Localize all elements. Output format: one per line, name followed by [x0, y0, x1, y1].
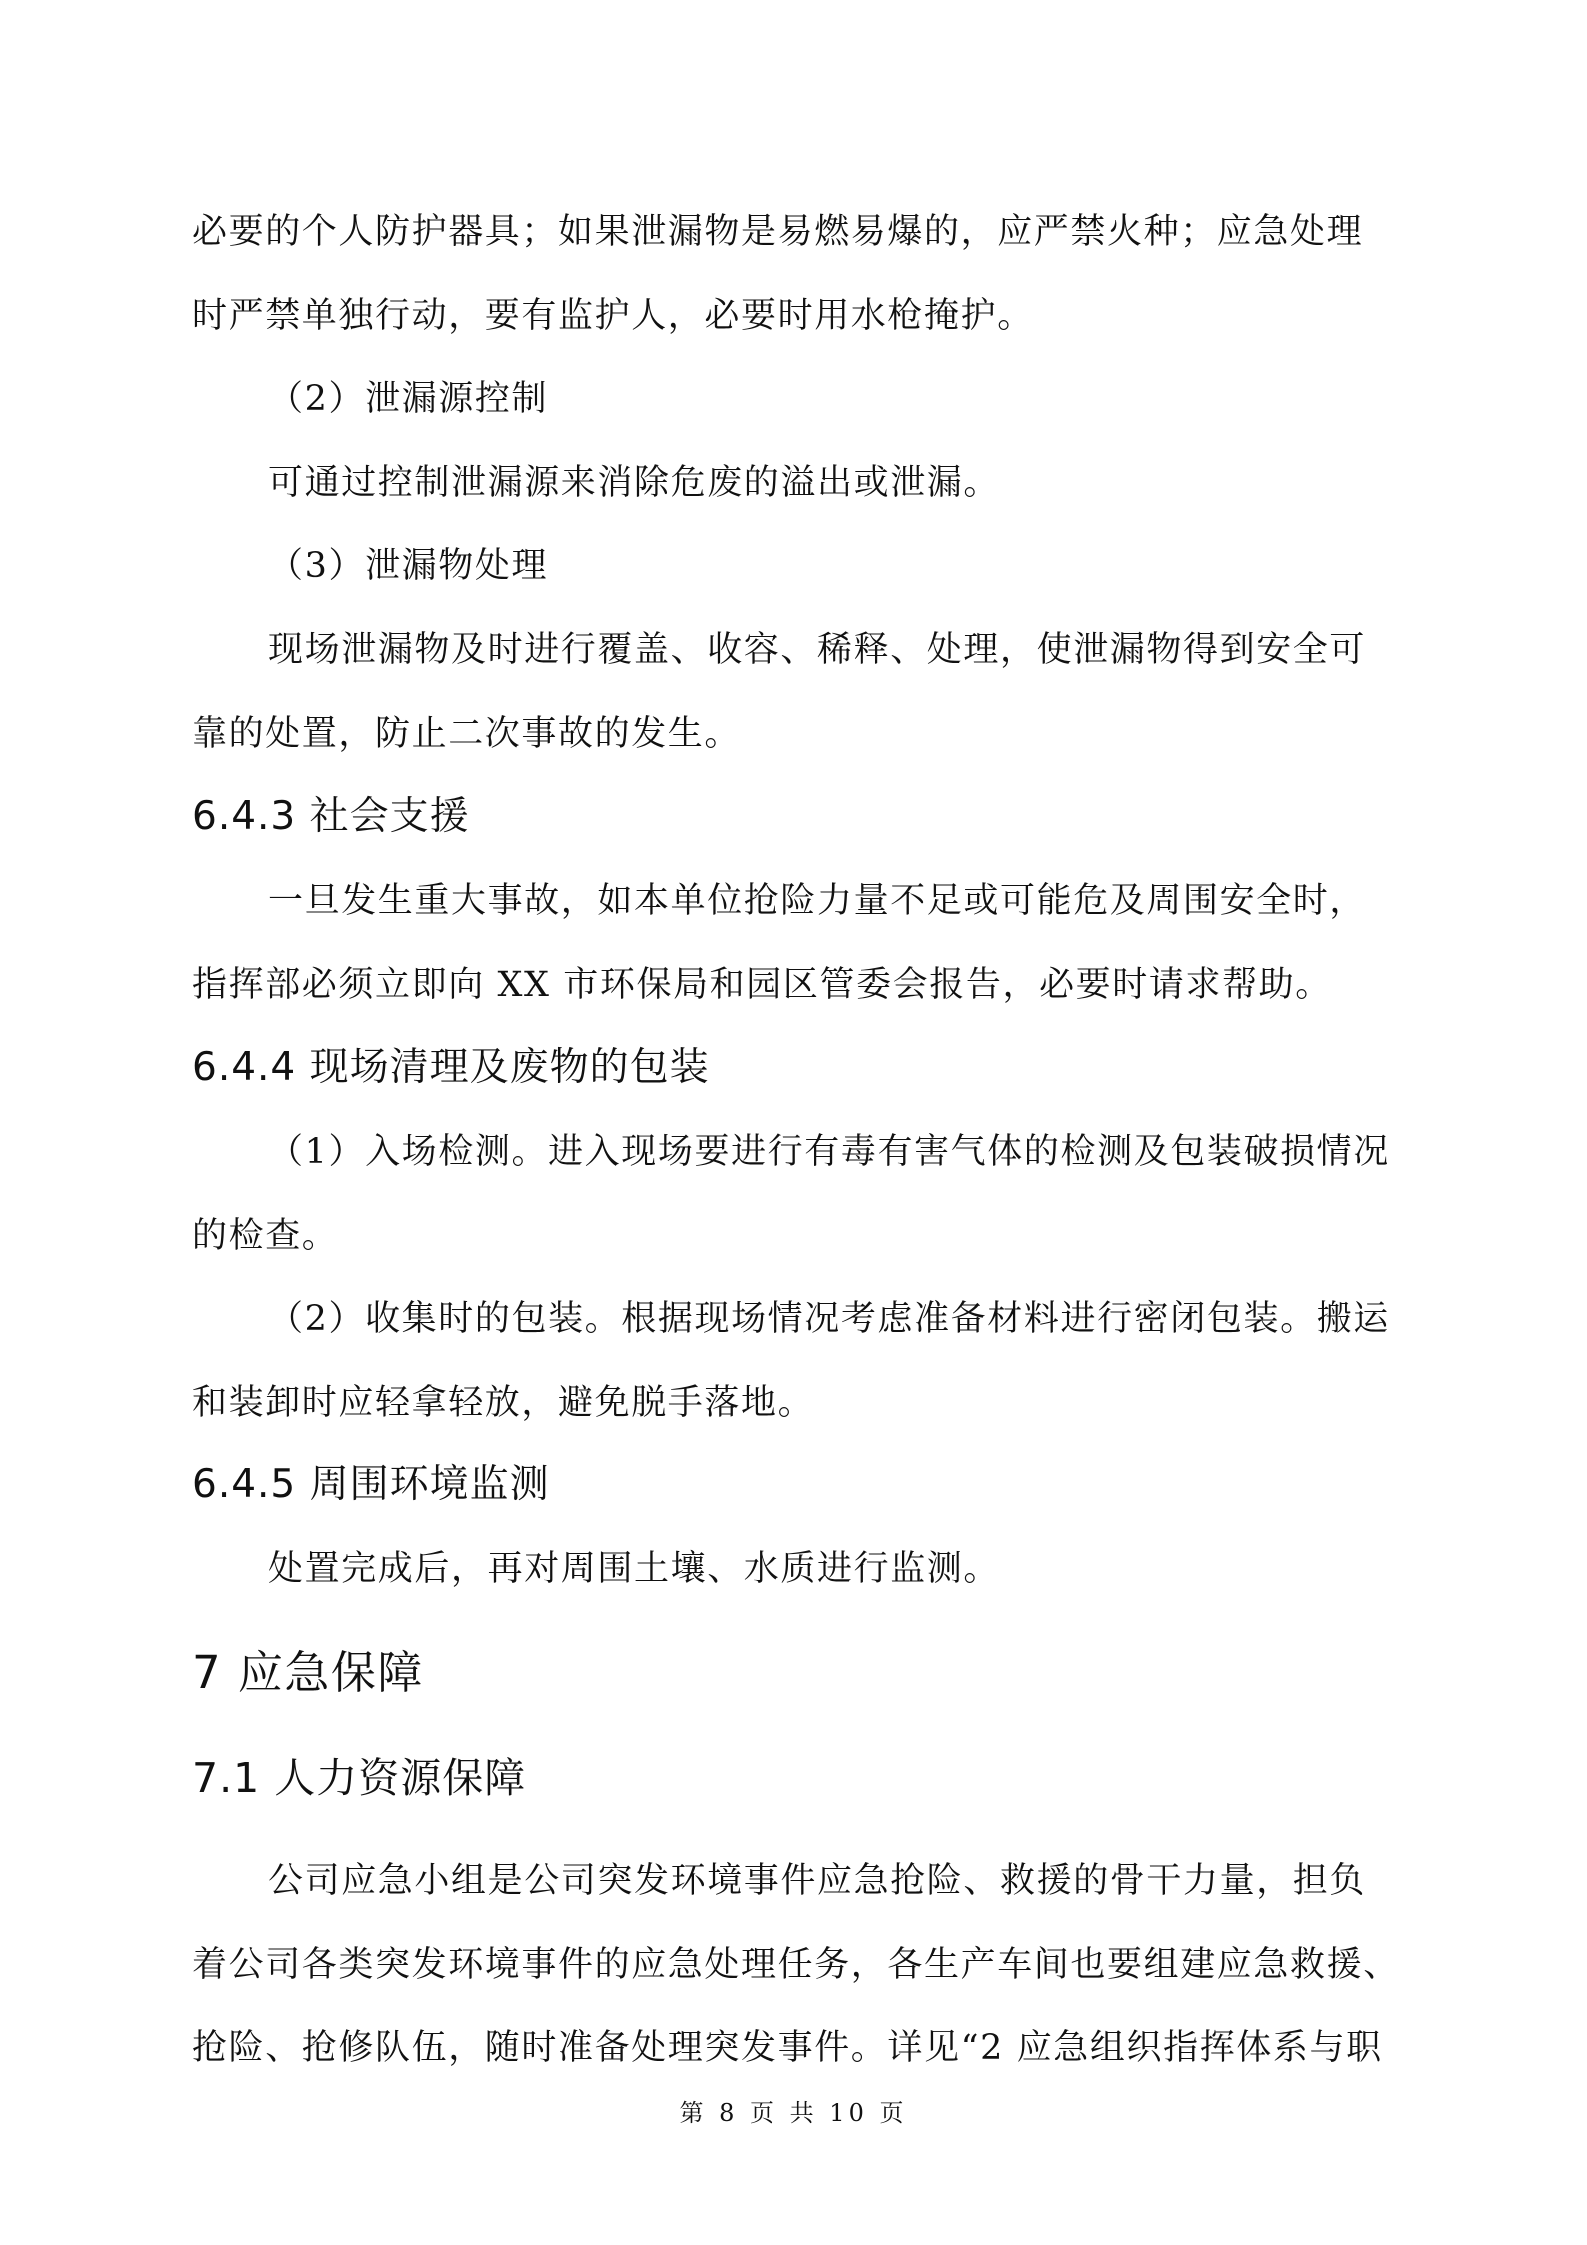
- chapter-heading-7: 7 应急保障: [192, 1646, 424, 1699]
- section-heading-6-4-3: 6.4.3 社会支援: [192, 794, 470, 839]
- list-item-title: （3）泄漏物处理: [268, 546, 549, 586]
- paragraph-line: 着公司各类突发环境事件的应急处理任务，各生产车间也要组建应急救援、: [192, 1945, 1400, 1985]
- list-item-title: （2）泄漏源控制: [268, 379, 549, 419]
- paragraph-line: 必要的个人防护器具；如果泄漏物是易燃易爆的，应严禁火种；应急处理: [192, 212, 1364, 252]
- paragraph-line: 的检查。: [192, 1216, 339, 1256]
- paragraph-line: 抢险、抢修队伍，随时准备处理突发事件。详见“2 应急组织指挥体系与职: [192, 2028, 1383, 2068]
- section-heading-7-1: 7.1 人力资源保障: [192, 1754, 527, 1802]
- section-heading-6-4-4: 6.4.4 现场清理及废物的包装: [192, 1045, 710, 1090]
- paragraph-line: 现场泄漏物及时进行覆盖、收容、稀释、处理，使泄漏物得到安全可: [268, 630, 1367, 670]
- section-heading-6-4-5: 6.4.5 周围环境监测: [192, 1462, 550, 1507]
- paragraph-line: （1）入场检测。进入现场要进行有毒有害气体的检测及包装破损情况: [268, 1132, 1390, 1172]
- paragraph-line: 靠的处置，防止二次事故的发生。: [192, 714, 742, 754]
- paragraph-line: 处置完成后，再对周围土壤、水质进行监测。: [268, 1549, 1001, 1589]
- paragraph-line: 一旦发生重大事故，如本单位抢险力量不足或可能危及周围安全时，: [268, 881, 1367, 921]
- paragraph-line: 可通过控制泄漏源来消除危废的溢出或泄漏。: [268, 463, 1001, 503]
- paragraph-line: 指挥部必须立即向 XX 市环保局和园区管委会报告，必要时请求帮助。: [192, 965, 1332, 1005]
- page-number-footer: 第 8 页 共 10 页: [679, 2099, 908, 2127]
- paragraph-line: （2）收集时的包装。根据现场情况考虑准备材料进行密闭包装。搬运: [268, 1299, 1390, 1339]
- paragraph-line: 和装卸时应轻拿轻放，避免脱手落地。: [192, 1383, 815, 1423]
- paragraph-line: 时严禁单独行动，要有监护人，必要时用水枪掩护。: [192, 296, 1034, 336]
- paragraph-line: 公司应急小组是公司突发环境事件应急抢险、救援的骨干力量，担负: [268, 1861, 1367, 1901]
